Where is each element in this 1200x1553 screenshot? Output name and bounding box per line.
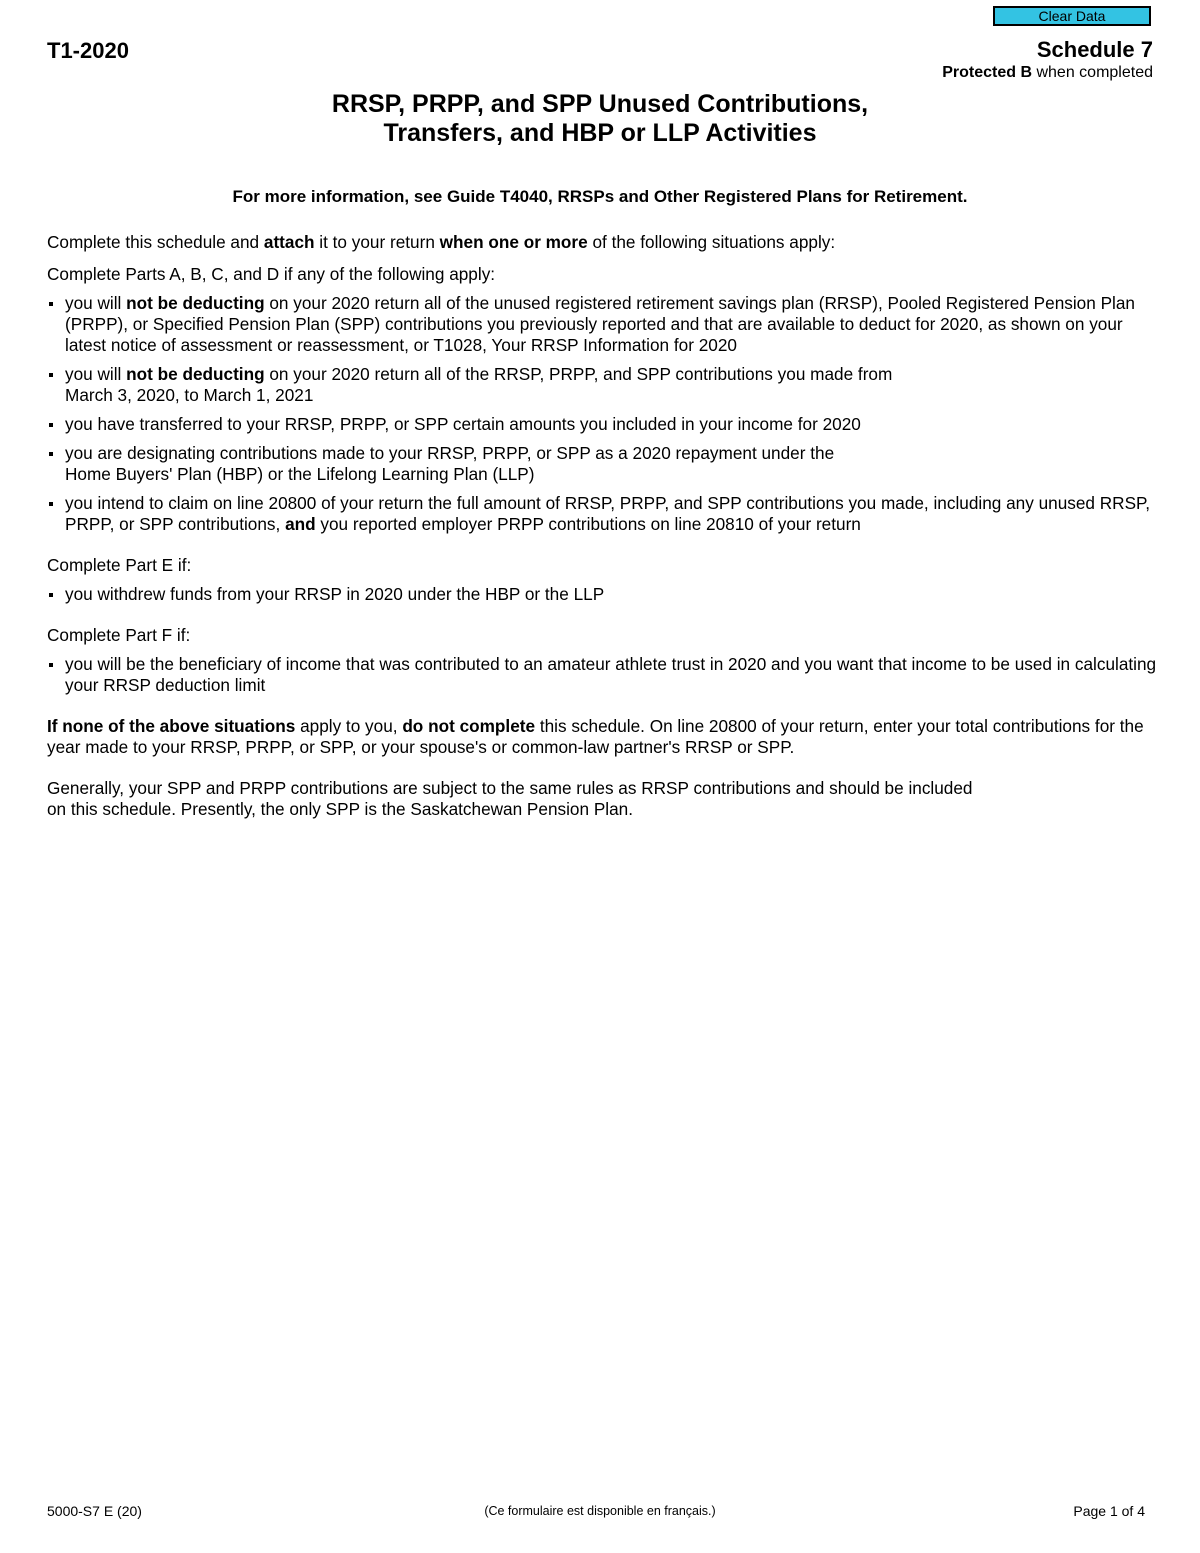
parts-abcd-bullet-3: you have transferred to your RRSP, PRPP, or SPP certain amounts you included in your income for 2020 (47, 414, 1157, 435)
footer-french-note: (Ce formulaire est disponible en français.) (484, 1504, 716, 1518)
part-f-bullet-1: you will be the beneficiary of income that was contributed to an amateur athlete trust in 2020 and you want that income to be used in calculating your RRSP deduction limit (47, 654, 1157, 696)
info-line: For more information, see Guide T4040, RRSPs and Other Registered Plans for Retirement. (232, 187, 968, 206)
bullet-2-text-2: on your 2020 return all of the RRSP, PRPP, and SPP contributions you made from (264, 364, 893, 384)
bullet-5-text-1: you intend to claim on line 20800 of your return the full amount of RRSP, PRPP, and SPP contributions you made, including any unused RRSP, PRPP, or SPP contributions, (65, 493, 1151, 534)
title-line-1: RRSP, PRPP, and SPP Unused Contributions, (331, 90, 869, 118)
intro-text-2: it to your return (314, 232, 440, 252)
intro-text-1: Complete this schedule and (47, 232, 264, 252)
none-apply-paragraph (47, 716, 1157, 758)
schedule-label: Schedule 7 (1036, 37, 1153, 62)
protected-bold: Protected B (942, 64, 1033, 81)
bullet-5-bold: and (285, 514, 316, 534)
protected-rest: when completed (1032, 64, 1153, 81)
clear-data-button[interactable]: Clear Data (993, 6, 1151, 26)
intro-bold-1: attach (263, 232, 315, 252)
part-e-list (47, 584, 1157, 605)
bullet-2-bold: not be deducting (126, 364, 265, 384)
none-apply-bold-1: If (47, 716, 58, 736)
bullet-4-text-2: Home Buyers' Plan (HBP) or the Lifelong Learning Plan (LLP) (65, 464, 535, 484)
title-line-2: Transfers, and HBP or LLP Activities (383, 119, 817, 147)
bullet-1-text-2: on your 2020 return all of the unused registered retirement savings plan (RRSP), Pooled Registered Pension Plan (PRPP), or Specified Pension Plan (SPP) contributions you previously reported and that are available to deduct for 2020, as shown on your latest notice of assessment or reassessment, or T1028, Your RRSP Information for 2020 (65, 293, 1135, 355)
none-apply-bold-2: none of the above situations (62, 716, 296, 736)
bullet-1-text-1: you will (65, 293, 127, 313)
parts-abcd-heading: Complete Parts A, B, C, and D if any of the following apply: (47, 264, 496, 284)
none-apply-text-1: apply to you, (295, 716, 403, 736)
page-title (0, 90, 1200, 148)
intro-paragraph (47, 232, 1157, 253)
none-apply-text-2: this schedule. On line 20800 of your return, enter your total contributions for the year made to your RRSP, PRPP, or SPP, or your spouse's or common-law partner's RRSP or SPP. (47, 716, 1144, 757)
parts-abcd-bullet-4 (47, 443, 1157, 485)
protected-status (942, 64, 1153, 82)
bullet-2-text-1: you will (65, 364, 127, 384)
parts-abcd-list (47, 293, 1157, 535)
intro-text-3: of the following situations apply: (587, 232, 836, 252)
part-f-heading: Complete Part F if: (47, 625, 191, 645)
generally-text-2: on this schedule. Presently, the only SPP is the Saskatchewan Pension Plan. (47, 799, 633, 819)
parts-abcd-bullet-1 (47, 293, 1157, 356)
bullet-2-text-3: March 3, 2020, to March 1, 2021 (65, 385, 314, 405)
intro-bold-2: when one or more (439, 232, 588, 252)
none-apply-bold-3: do not complete (402, 716, 536, 736)
part-e-bullet-1: you withdrew funds from your RRSP in 2020 under the HBP or the LLP (47, 584, 1157, 605)
part-f-list (47, 654, 1157, 696)
footer-form-code: 5000-S7 E (20) (47, 1503, 142, 1519)
bullet-5-text-2: you reported employer PRPP contributions on line 20810 of your return (315, 514, 861, 534)
instructions (47, 232, 1157, 820)
footer-page-number: Page 1 of 4 (1073, 1503, 1145, 1519)
parts-abcd-bullet-5 (47, 493, 1157, 535)
part-e-heading: Complete Part E if: (47, 555, 192, 575)
form-id: T1-2020 (47, 38, 129, 63)
parts-abcd-bullet-2 (47, 364, 1157, 406)
bullet-4-text-1: you are designating contributions made to your RRSP, PRPP, or SPP as a 2020 repayment under the (65, 443, 835, 463)
generally-text-1: Generally, your SPP and PRPP contributions are subject to the same rules as RRSP contributions and should be included (47, 778, 973, 798)
bullet-1-bold: not be deducting (126, 293, 265, 313)
generally-paragraph (47, 778, 1157, 820)
